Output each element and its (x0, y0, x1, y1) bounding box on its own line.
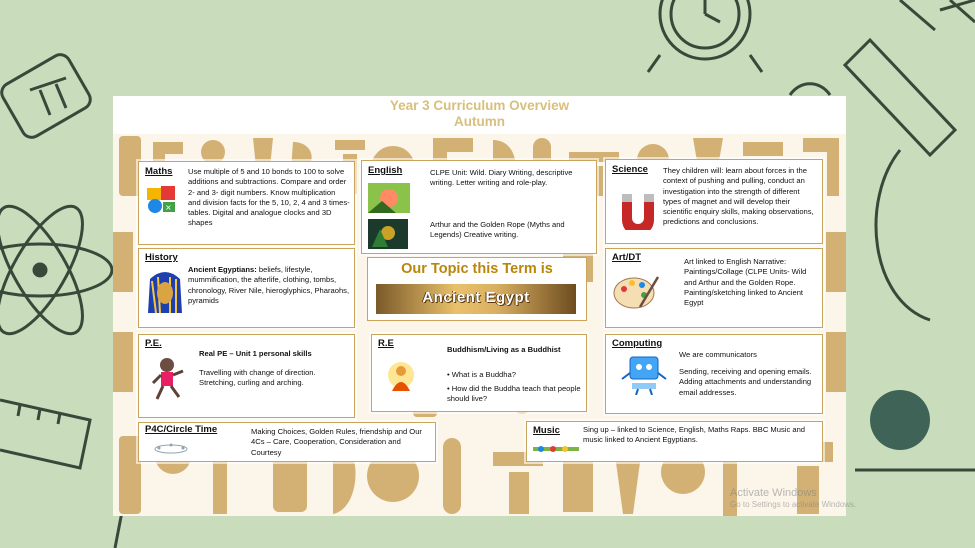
slide-heading (113, 96, 846, 134)
slide-title: Year 3 Curriculum Overview (389, 98, 570, 113)
computing-panel (605, 334, 823, 414)
science-panel (605, 159, 823, 244)
topic-panel (367, 257, 587, 321)
science-title: Science (612, 164, 648, 175)
topic-heading: Our Topic this Term is (401, 261, 553, 277)
circle-time-icon (153, 443, 189, 455)
watermark-line-2: Go to Settings to activate Windows. (730, 500, 857, 509)
english-text-1: CLPE Unit: Wild. Diary Writing, descriptive writing. Letter writing and role-play. (430, 168, 573, 188)
watermark-line-1: Activate Windows (730, 487, 817, 499)
pe-text: Travelling with change of direction. Stretching, curling and arching. (199, 368, 316, 388)
re-heading: Buddhism/Living as a Buddhist (447, 345, 561, 354)
activate-windows-watermark (730, 487, 856, 511)
running-child-icon (151, 357, 185, 401)
computing-title: Computing (612, 338, 663, 349)
english-text-2: Arthur and the Golden Rope (Myths and Legends) Creative writing. (430, 220, 565, 240)
computer-character-icon (620, 355, 668, 395)
pe-heading: Real PE – Unit 1 personal skills (199, 349, 312, 358)
maths-panel (138, 161, 355, 245)
wild-book-cover-image (368, 183, 410, 213)
computing-line-2: Sending, receiving and opening emails. Adding attachments and understanding email addresses. (679, 367, 812, 397)
p4c-title: P4C/Circle Time (145, 424, 218, 435)
p4c-text: Making Choices, Golden Rules, friendship and Our 4Cs – Care, Cooperation, Consideration and Courtesy (251, 427, 422, 457)
p4c-panel (138, 422, 436, 462)
re-panel (371, 334, 587, 412)
history-text-rest: beliefs, lifestyle, mummification, the afterlife, clothing, tombs, chronology, River Nile, hieroglyphics, Pharaohs, pyramids (188, 265, 350, 305)
music-text: Sing up – linked to Science, English, Maths Raps. BBC Music and music linked to Ancient Egyptians. (583, 425, 806, 445)
re-question-1: • What is a Buddha? (447, 370, 516, 379)
maths-text: Use multiple of 5 and 10 bonds to 100 to solve additions and subtractions. Compare and order 2- and 3- digit numbers. Know multiplication and division facts for the 5, 10, 2, 4 and 3 times-tables. Digital and analogue clocks and 3D shapes (188, 167, 350, 228)
curriculum-slide (113, 96, 846, 516)
art-title: Art/DT (612, 252, 642, 263)
maths-title: Maths (145, 166, 173, 177)
music-panel (526, 421, 823, 462)
music-notes-icon (533, 444, 579, 454)
music-title: Music (533, 425, 560, 436)
pe-title: P.E. (145, 338, 162, 349)
paint-palette-icon (612, 271, 660, 311)
history-panel (138, 248, 355, 328)
history-text-bold: Ancient Egyptians: (188, 265, 257, 274)
art-text: Art linked to English Narrative: Paintings/Collage (CLPE Units- Wild and Arthur and the Golden Rope. Painting/sketching linked to Ancient Egypt (684, 257, 807, 308)
svg-text:×: × (165, 203, 172, 212)
arthur-book-cover-image (368, 219, 408, 249)
english-panel (361, 160, 597, 254)
pharaoh-mask-icon (146, 269, 184, 315)
computing-line-1: We are communicators (679, 350, 757, 359)
magnet-icon (614, 184, 660, 230)
re-question-2: • How did the Buddha teach that people should live? (447, 384, 581, 404)
maths-icon (145, 182, 179, 216)
history-text (188, 265, 350, 306)
pe-panel (138, 334, 355, 418)
topic-banner-image (376, 284, 576, 314)
buddha-icon (386, 361, 416, 395)
art-panel (605, 248, 823, 328)
english-title: English (368, 165, 403, 176)
history-title: History (145, 252, 178, 263)
science-text: They children will: learn about forces in the context of pushing and pulling, conduct an investigation into the strength of different types of magnet and will develop their scientific enquiry skills, making observations, predictions and conclusions. (663, 166, 814, 227)
slide-subtitle: Autumn (454, 114, 505, 129)
re-title: R.E (378, 338, 394, 349)
topic-banner-text: Ancient Egypt (422, 289, 530, 306)
